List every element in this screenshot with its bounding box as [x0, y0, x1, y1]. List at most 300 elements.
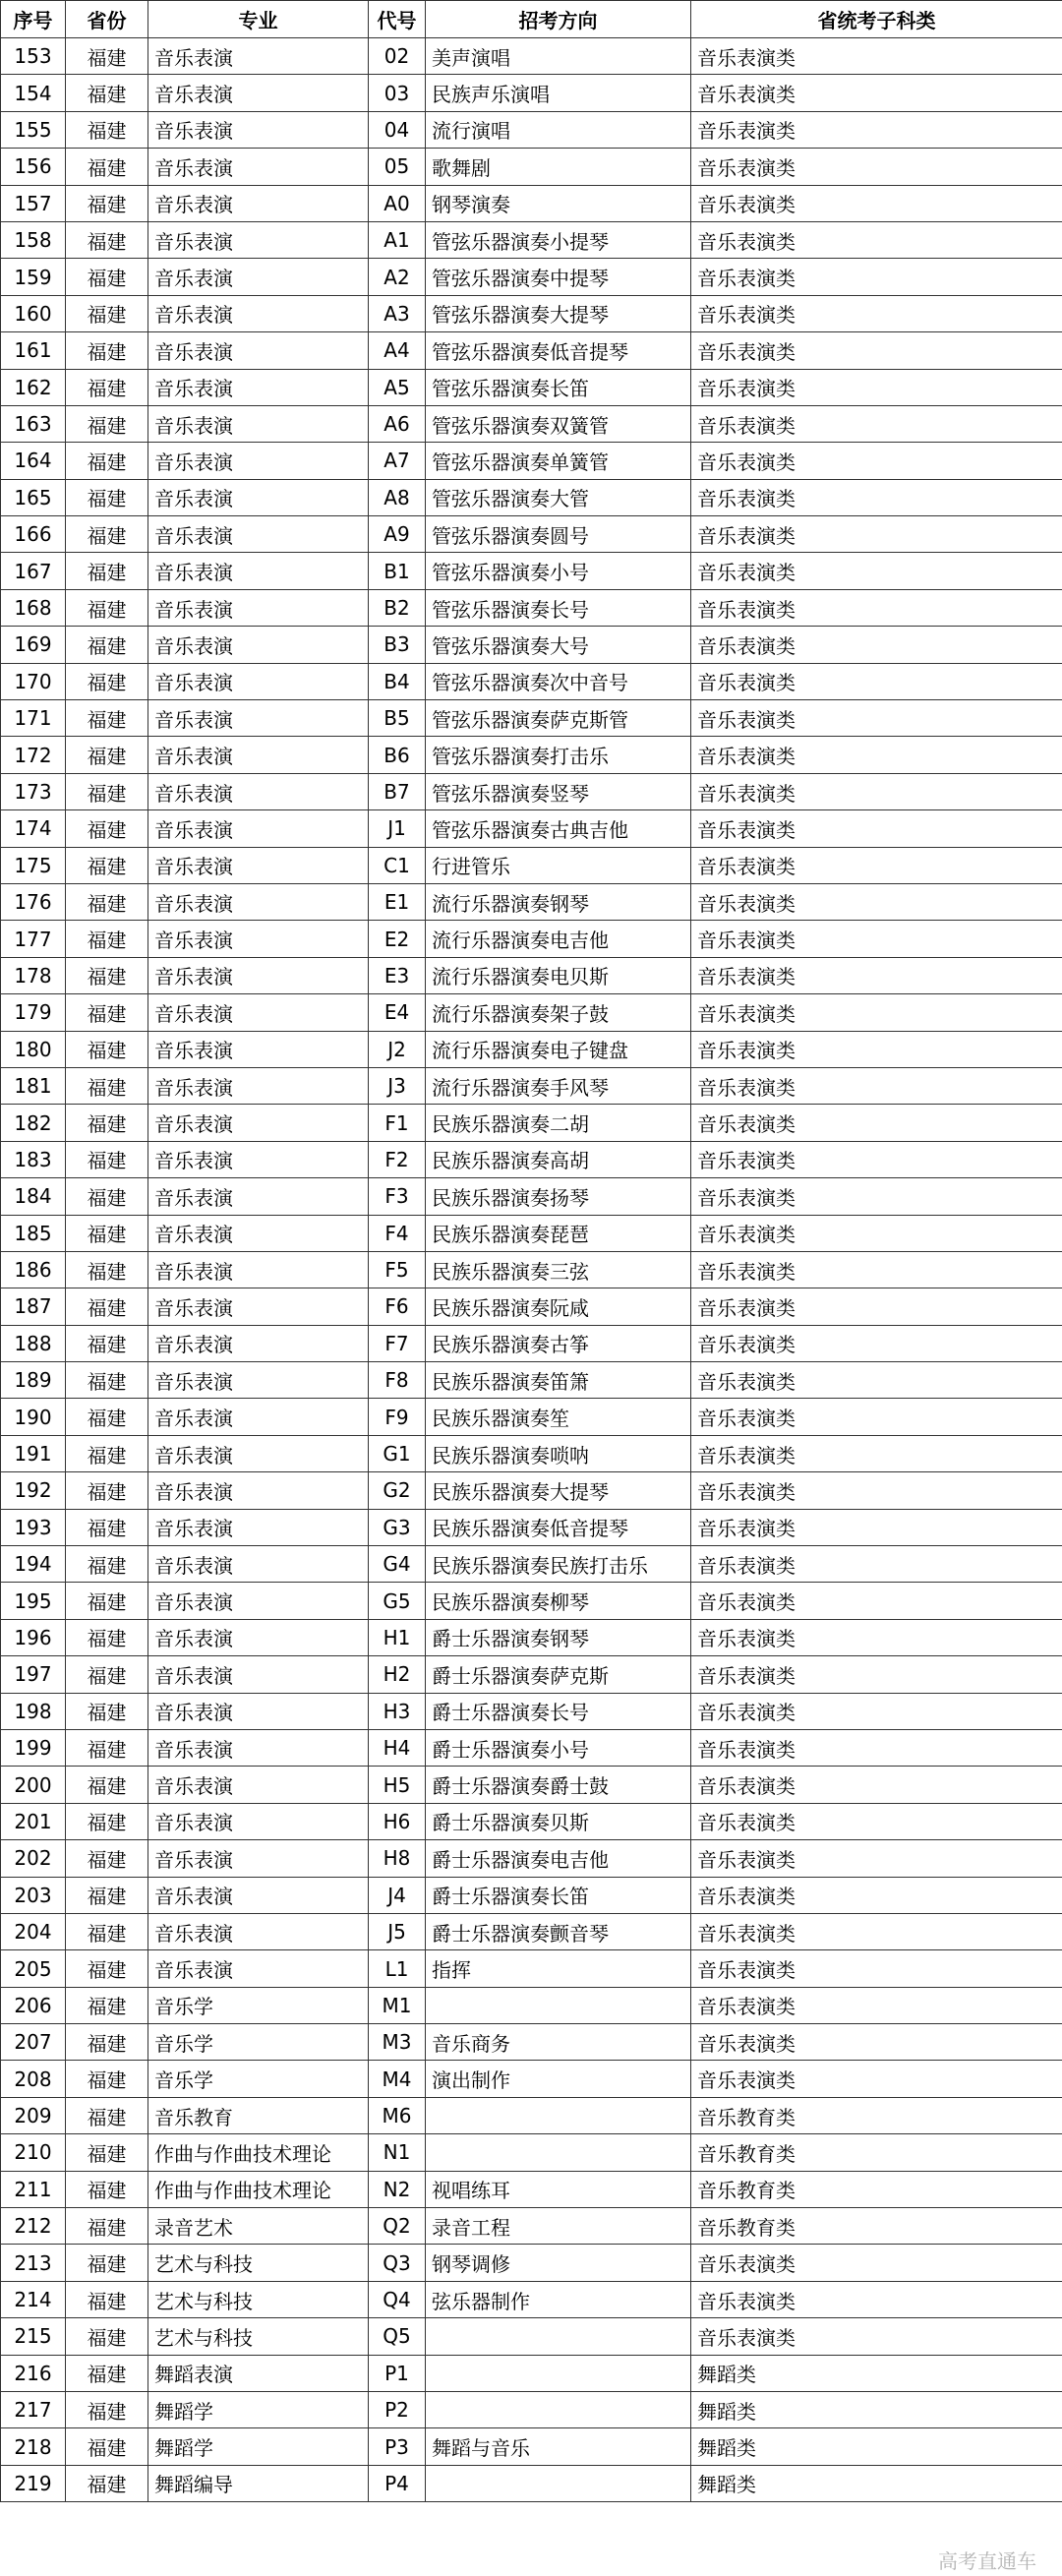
serial-cell: 188 [1, 1325, 66, 1361]
major-cell: 作曲与作曲技术理论 [148, 2171, 369, 2207]
major-cell: 音乐表演 [148, 479, 369, 515]
province-cell: 福建 [66, 2061, 148, 2097]
major-cell: 音乐表演 [148, 1913, 369, 1949]
code-cell: B7 [369, 773, 426, 809]
province-cell: 福建 [66, 589, 148, 626]
province-cell: 福建 [66, 1729, 148, 1766]
province-cell: 福建 [66, 994, 148, 1031]
major-cell: 音乐表演 [148, 1546, 369, 1583]
code-cell: H1 [369, 1619, 426, 1655]
header-direction: 招考方向 [426, 1, 691, 38]
province-cell: 福建 [66, 2245, 148, 2281]
category-cell: 音乐表演类 [691, 443, 1062, 479]
direction-cell: 管弦乐器演奏打击乐 [426, 737, 691, 773]
code-cell: F5 [369, 1251, 426, 1288]
serial-cell: 219 [1, 2465, 66, 2501]
category-cell: 音乐教育类 [691, 2171, 1062, 2207]
category-cell: 音乐表演类 [691, 1215, 1062, 1251]
category-cell: 音乐表演类 [691, 1362, 1062, 1399]
category-cell: 音乐表演类 [691, 1987, 1062, 2023]
major-cell: 音乐学 [148, 2061, 369, 2097]
direction-cell: 管弦乐器演奏长号 [426, 589, 691, 626]
table-row [1, 2134, 1062, 2171]
direction-cell: 流行乐器演奏手风琴 [426, 1067, 691, 1104]
code-cell: M1 [369, 1987, 426, 2023]
major-cell: 音乐表演 [148, 221, 369, 258]
table-row [1, 259, 1062, 295]
table-row [1, 369, 1062, 405]
province-cell: 福建 [66, 1399, 148, 1435]
major-cell: 艺术与科技 [148, 2318, 369, 2355]
direction-cell: 管弦乐器演奏双簧管 [426, 405, 691, 442]
direction-cell: 管弦乐器演奏低音提琴 [426, 332, 691, 369]
category-cell: 音乐表演类 [691, 259, 1062, 295]
direction-cell: 民族乐器演奏二胡 [426, 1105, 691, 1141]
serial-cell: 155 [1, 111, 66, 148]
table-row [1, 1546, 1062, 1583]
province-cell: 福建 [66, 111, 148, 148]
category-cell: 音乐表演类 [691, 2024, 1062, 2061]
serial-cell: 167 [1, 553, 66, 589]
major-cell: 录音艺术 [148, 2208, 369, 2245]
code-cell: F3 [369, 1178, 426, 1215]
table-row [1, 589, 1062, 626]
category-cell: 音乐表演类 [691, 737, 1062, 773]
category-cell: 音乐表演类 [691, 921, 1062, 957]
table-row [1, 332, 1062, 369]
category-cell: 音乐表演类 [691, 1141, 1062, 1177]
direction-cell: 管弦乐器演奏长笛 [426, 369, 691, 405]
category-cell: 音乐表演类 [691, 1509, 1062, 1545]
province-cell: 福建 [66, 1031, 148, 1067]
category-cell: 音乐表演类 [691, 1472, 1062, 1509]
province-cell: 福建 [66, 2428, 148, 2465]
table-row [1, 921, 1062, 957]
major-cell: 音乐表演 [148, 1141, 369, 1177]
province-cell: 福建 [66, 883, 148, 920]
direction-cell: 管弦乐器演奏小提琴 [426, 221, 691, 258]
serial-cell: 186 [1, 1251, 66, 1288]
table-row [1, 2428, 1062, 2465]
code-cell: C1 [369, 847, 426, 883]
major-cell: 作曲与作曲技术理论 [148, 2134, 369, 2171]
table-row [1, 1251, 1062, 1288]
table-row [1, 700, 1062, 737]
direction-cell: 管弦乐器演奏大提琴 [426, 295, 691, 331]
code-cell: E2 [369, 921, 426, 957]
category-cell: 音乐表演类 [691, 1913, 1062, 1949]
direction-cell: 民族乐器演奏大提琴 [426, 1472, 691, 1509]
code-cell: G3 [369, 1509, 426, 1545]
province-cell: 福建 [66, 1509, 148, 1545]
category-cell: 音乐表演类 [691, 405, 1062, 442]
direction-cell: 爵士乐器演奏电吉他 [426, 1840, 691, 1877]
direction-cell: 舞蹈与音乐 [426, 2428, 691, 2465]
province-cell: 福建 [66, 2134, 148, 2171]
code-cell: Q2 [369, 2208, 426, 2245]
province-cell: 福建 [66, 2465, 148, 2501]
code-cell: A9 [369, 516, 426, 553]
major-cell: 音乐表演 [148, 75, 369, 111]
province-cell: 福建 [66, 2208, 148, 2245]
serial-cell: 153 [1, 38, 66, 75]
code-cell: B5 [369, 700, 426, 737]
table-row [1, 1950, 1062, 1987]
direction-cell [426, 1987, 691, 2023]
serial-cell: 194 [1, 1546, 66, 1583]
code-cell: J4 [369, 1877, 426, 1913]
serial-cell: 185 [1, 1215, 66, 1251]
category-cell: 音乐表演类 [691, 221, 1062, 258]
category-cell: 音乐表演类 [691, 700, 1062, 737]
category-cell: 音乐表演类 [691, 994, 1062, 1031]
serial-cell: 213 [1, 2245, 66, 2281]
province-cell: 福建 [66, 1435, 148, 1471]
serial-cell: 209 [1, 2097, 66, 2133]
major-cell: 音乐表演 [148, 1509, 369, 1545]
serial-cell: 181 [1, 1067, 66, 1104]
code-cell: Q3 [369, 2245, 426, 2281]
category-cell: 音乐表演类 [691, 1251, 1062, 1288]
table-row [1, 516, 1062, 553]
table-row [1, 1509, 1062, 1545]
major-cell: 音乐表演 [148, 1877, 369, 1913]
province-cell: 福建 [66, 1877, 148, 1913]
category-cell: 音乐表演类 [691, 2281, 1062, 2317]
category-cell: 音乐表演类 [691, 1105, 1062, 1141]
table-row [1, 295, 1062, 331]
province-cell: 福建 [66, 1913, 148, 1949]
direction-cell: 民族乐器演奏民族打击乐 [426, 1546, 691, 1583]
code-cell: P4 [369, 2465, 426, 2501]
table-row [1, 1656, 1062, 1693]
code-cell: H3 [369, 1693, 426, 1729]
direction-cell: 管弦乐器演奏竖琴 [426, 773, 691, 809]
province-cell: 福建 [66, 1950, 148, 1987]
table-row [1, 1399, 1062, 1435]
serial-cell: 170 [1, 663, 66, 699]
category-cell: 音乐表演类 [691, 1693, 1062, 1729]
direction-cell: 管弦乐器演奏单簧管 [426, 443, 691, 479]
table-row [1, 75, 1062, 111]
province-cell: 福建 [66, 957, 148, 993]
code-cell: H6 [369, 1803, 426, 1839]
province-cell: 福建 [66, 75, 148, 111]
direction-cell: 录音工程 [426, 2208, 691, 2245]
direction-cell [426, 2134, 691, 2171]
serial-cell: 212 [1, 2208, 66, 2245]
serial-cell: 208 [1, 2061, 66, 2097]
major-cell: 音乐表演 [148, 921, 369, 957]
direction-cell: 民族乐器演奏笛箫 [426, 1362, 691, 1399]
table-row [1, 1031, 1062, 1067]
table-row [1, 663, 1062, 699]
province-cell: 福建 [66, 332, 148, 369]
table-row [1, 627, 1062, 663]
code-cell: E4 [369, 994, 426, 1031]
category-cell: 音乐表演类 [691, 627, 1062, 663]
code-cell: A0 [369, 185, 426, 221]
major-cell: 音乐表演 [148, 1619, 369, 1655]
province-cell: 福建 [66, 1840, 148, 1877]
serial-cell: 166 [1, 516, 66, 553]
code-cell: F9 [369, 1399, 426, 1435]
major-cell: 舞蹈编导 [148, 2465, 369, 2501]
serial-cell: 180 [1, 1031, 66, 1067]
table-row [1, 2208, 1062, 2245]
major-cell: 音乐表演 [148, 1325, 369, 1361]
code-cell: 02 [369, 38, 426, 75]
serial-cell: 205 [1, 1950, 66, 1987]
table-row [1, 111, 1062, 148]
direction-cell [426, 2392, 691, 2428]
table-row [1, 479, 1062, 515]
province-cell: 福建 [66, 1583, 148, 1619]
major-cell: 舞蹈学 [148, 2392, 369, 2428]
serial-cell: 161 [1, 332, 66, 369]
table-header-row [1, 1, 1062, 38]
major-cell: 音乐表演 [148, 1105, 369, 1141]
direction-cell: 流行乐器演奏电子键盘 [426, 1031, 691, 1067]
direction-cell: 流行乐器演奏电贝斯 [426, 957, 691, 993]
category-cell: 音乐表演类 [691, 1803, 1062, 1839]
code-cell: Q5 [369, 2318, 426, 2355]
direction-cell: 管弦乐器演奏萨克斯管 [426, 700, 691, 737]
major-cell: 音乐表演 [148, 1178, 369, 1215]
serial-cell: 176 [1, 883, 66, 920]
direction-cell: 民族声乐演唱 [426, 75, 691, 111]
major-cell: 音乐表演 [148, 1803, 369, 1839]
major-cell: 音乐表演 [148, 259, 369, 295]
direction-cell: 民族乐器演奏古筝 [426, 1325, 691, 1361]
major-cell: 音乐表演 [148, 111, 369, 148]
category-cell: 音乐表演类 [691, 1399, 1062, 1435]
table-row [1, 1141, 1062, 1177]
code-cell: A8 [369, 479, 426, 515]
table-body [1, 38, 1062, 2502]
province-cell: 福建 [66, 2355, 148, 2391]
serial-cell: 196 [1, 1619, 66, 1655]
category-cell: 音乐表演类 [691, 957, 1062, 993]
table-row [1, 149, 1062, 185]
major-cell: 音乐表演 [148, 1693, 369, 1729]
province-cell: 福建 [66, 921, 148, 957]
code-cell: G4 [369, 1546, 426, 1583]
major-cell: 音乐表演 [148, 516, 369, 553]
code-cell: B4 [369, 663, 426, 699]
province-cell: 福建 [66, 2024, 148, 2061]
code-cell: J3 [369, 1067, 426, 1104]
serial-cell: 202 [1, 1840, 66, 1877]
code-cell: E1 [369, 883, 426, 920]
province-cell: 福建 [66, 2171, 148, 2207]
serial-cell: 210 [1, 2134, 66, 2171]
code-cell: G2 [369, 1472, 426, 1509]
major-cell: 音乐表演 [148, 1435, 369, 1471]
table-row [1, 1472, 1062, 1509]
category-cell: 音乐表演类 [691, 2061, 1062, 2097]
province-cell: 福建 [66, 1288, 148, 1325]
province-cell: 福建 [66, 627, 148, 663]
table-row [1, 1619, 1062, 1655]
category-cell: 音乐表演类 [691, 1877, 1062, 1913]
header-serial: 序号 [1, 1, 66, 38]
major-cell: 音乐表演 [148, 773, 369, 809]
serial-cell: 173 [1, 773, 66, 809]
serial-cell: 211 [1, 2171, 66, 2207]
header-major: 专业 [148, 1, 369, 38]
major-cell: 音乐表演 [148, 332, 369, 369]
serial-cell: 199 [1, 1729, 66, 1766]
serial-cell: 218 [1, 2428, 66, 2465]
category-cell: 音乐表演类 [691, 111, 1062, 148]
code-cell: A1 [369, 221, 426, 258]
major-cell: 音乐学 [148, 2024, 369, 2061]
category-cell: 音乐表演类 [691, 1288, 1062, 1325]
category-cell: 音乐教育类 [691, 2208, 1062, 2245]
table-row [1, 1067, 1062, 1104]
category-cell: 音乐表演类 [691, 589, 1062, 626]
table-row [1, 185, 1062, 221]
table-row [1, 994, 1062, 1031]
major-cell: 音乐表演 [148, 1729, 369, 1766]
direction-cell [426, 2465, 691, 2501]
serial-cell: 191 [1, 1435, 66, 1471]
category-cell: 音乐表演类 [691, 185, 1062, 221]
province-cell: 福建 [66, 1693, 148, 1729]
code-cell: H4 [369, 1729, 426, 1766]
header-category: 省统考子科类 [691, 1, 1062, 38]
header-code: 代号 [369, 1, 426, 38]
direction-cell: 爵士乐器演奏钢琴 [426, 1619, 691, 1655]
category-cell: 音乐表演类 [691, 2318, 1062, 2355]
serial-cell: 197 [1, 1656, 66, 1693]
major-cell: 音乐表演 [148, 737, 369, 773]
serial-cell: 192 [1, 1472, 66, 1509]
major-cell: 音乐表演 [148, 1840, 369, 1877]
category-cell: 音乐表演类 [691, 847, 1062, 883]
major-cell: 音乐表演 [148, 1767, 369, 1803]
major-cell: 音乐表演 [148, 700, 369, 737]
serial-cell: 216 [1, 2355, 66, 2391]
province-cell: 福建 [66, 700, 148, 737]
direction-cell: 音乐商务 [426, 2024, 691, 2061]
direction-cell [426, 2355, 691, 2391]
major-cell: 音乐表演 [148, 847, 369, 883]
direction-cell: 歌舞剧 [426, 149, 691, 185]
direction-cell: 弦乐器制作 [426, 2281, 691, 2317]
major-cell: 音乐表演 [148, 810, 369, 847]
direction-cell: 民族乐器演奏扬琴 [426, 1178, 691, 1215]
serial-cell: 154 [1, 75, 66, 111]
province-cell: 福建 [66, 1067, 148, 1104]
table-row [1, 847, 1062, 883]
direction-cell: 钢琴调修 [426, 2245, 691, 2281]
category-cell: 音乐表演类 [691, 1435, 1062, 1471]
province-cell: 福建 [66, 516, 148, 553]
serial-cell: 201 [1, 1803, 66, 1839]
table-row [1, 1105, 1062, 1141]
major-cell: 音乐表演 [148, 185, 369, 221]
code-cell: P3 [369, 2428, 426, 2465]
province-cell: 福建 [66, 295, 148, 331]
table-row [1, 2392, 1062, 2428]
province-cell: 福建 [66, 737, 148, 773]
serial-cell: 203 [1, 1877, 66, 1913]
table-row [1, 1362, 1062, 1399]
serial-cell: 172 [1, 737, 66, 773]
province-cell: 福建 [66, 1472, 148, 1509]
table-row [1, 773, 1062, 809]
major-cell: 音乐表演 [148, 957, 369, 993]
direction-cell: 民族乐器演奏三弦 [426, 1251, 691, 1288]
code-cell: F7 [369, 1325, 426, 1361]
table-row [1, 38, 1062, 75]
province-cell: 福建 [66, 847, 148, 883]
serial-cell: 195 [1, 1583, 66, 1619]
province-cell: 福建 [66, 1767, 148, 1803]
province-cell: 福建 [66, 259, 148, 295]
code-cell: 05 [369, 149, 426, 185]
major-cell: 音乐表演 [148, 1215, 369, 1251]
code-cell: L1 [369, 1950, 426, 1987]
code-cell: Q4 [369, 2281, 426, 2317]
category-cell: 舞蹈类 [691, 2428, 1062, 2465]
serial-cell: 165 [1, 479, 66, 515]
table-row [1, 1583, 1062, 1619]
direction-cell: 爵士乐器演奏爵士鼓 [426, 1767, 691, 1803]
province-cell: 福建 [66, 1656, 148, 1693]
code-cell: N2 [369, 2171, 426, 2207]
direction-cell: 民族乐器演奏唢呐 [426, 1435, 691, 1471]
category-cell: 音乐表演类 [691, 149, 1062, 185]
serial-cell: 168 [1, 589, 66, 626]
major-cell: 艺术与科技 [148, 2245, 369, 2281]
direction-cell: 视唱练耳 [426, 2171, 691, 2207]
category-cell: 音乐表演类 [691, 369, 1062, 405]
serial-cell: 206 [1, 1987, 66, 2023]
province-cell: 福建 [66, 185, 148, 221]
major-cell: 音乐表演 [148, 553, 369, 589]
direction-cell: 钢琴演奏 [426, 185, 691, 221]
direction-cell: 民族乐器演奏笙 [426, 1399, 691, 1435]
province-cell: 福建 [66, 405, 148, 442]
direction-cell: 指挥 [426, 1950, 691, 1987]
serial-cell: 184 [1, 1178, 66, 1215]
serial-cell: 178 [1, 957, 66, 993]
category-cell: 音乐表演类 [691, 553, 1062, 589]
table-row [1, 1840, 1062, 1877]
province-cell: 福建 [66, 1178, 148, 1215]
province-cell: 福建 [66, 1546, 148, 1583]
code-cell: B6 [369, 737, 426, 773]
direction-cell: 爵士乐器演奏长笛 [426, 1877, 691, 1913]
province-cell: 福建 [66, 38, 148, 75]
table-row [1, 883, 1062, 920]
watermark: 高考直通车 [938, 2549, 1036, 2573]
table-row [1, 737, 1062, 773]
province-cell: 福建 [66, 1141, 148, 1177]
category-cell: 音乐表演类 [691, 1950, 1062, 1987]
direction-cell: 管弦乐器演奏小号 [426, 553, 691, 589]
direction-cell: 爵士乐器演奏贝斯 [426, 1803, 691, 1839]
category-cell: 音乐表演类 [691, 516, 1062, 553]
header-province: 省份 [66, 1, 148, 38]
table-row [1, 1913, 1062, 1949]
direction-cell: 民族乐器演奏琵琶 [426, 1215, 691, 1251]
province-cell: 福建 [66, 149, 148, 185]
code-cell: J1 [369, 810, 426, 847]
